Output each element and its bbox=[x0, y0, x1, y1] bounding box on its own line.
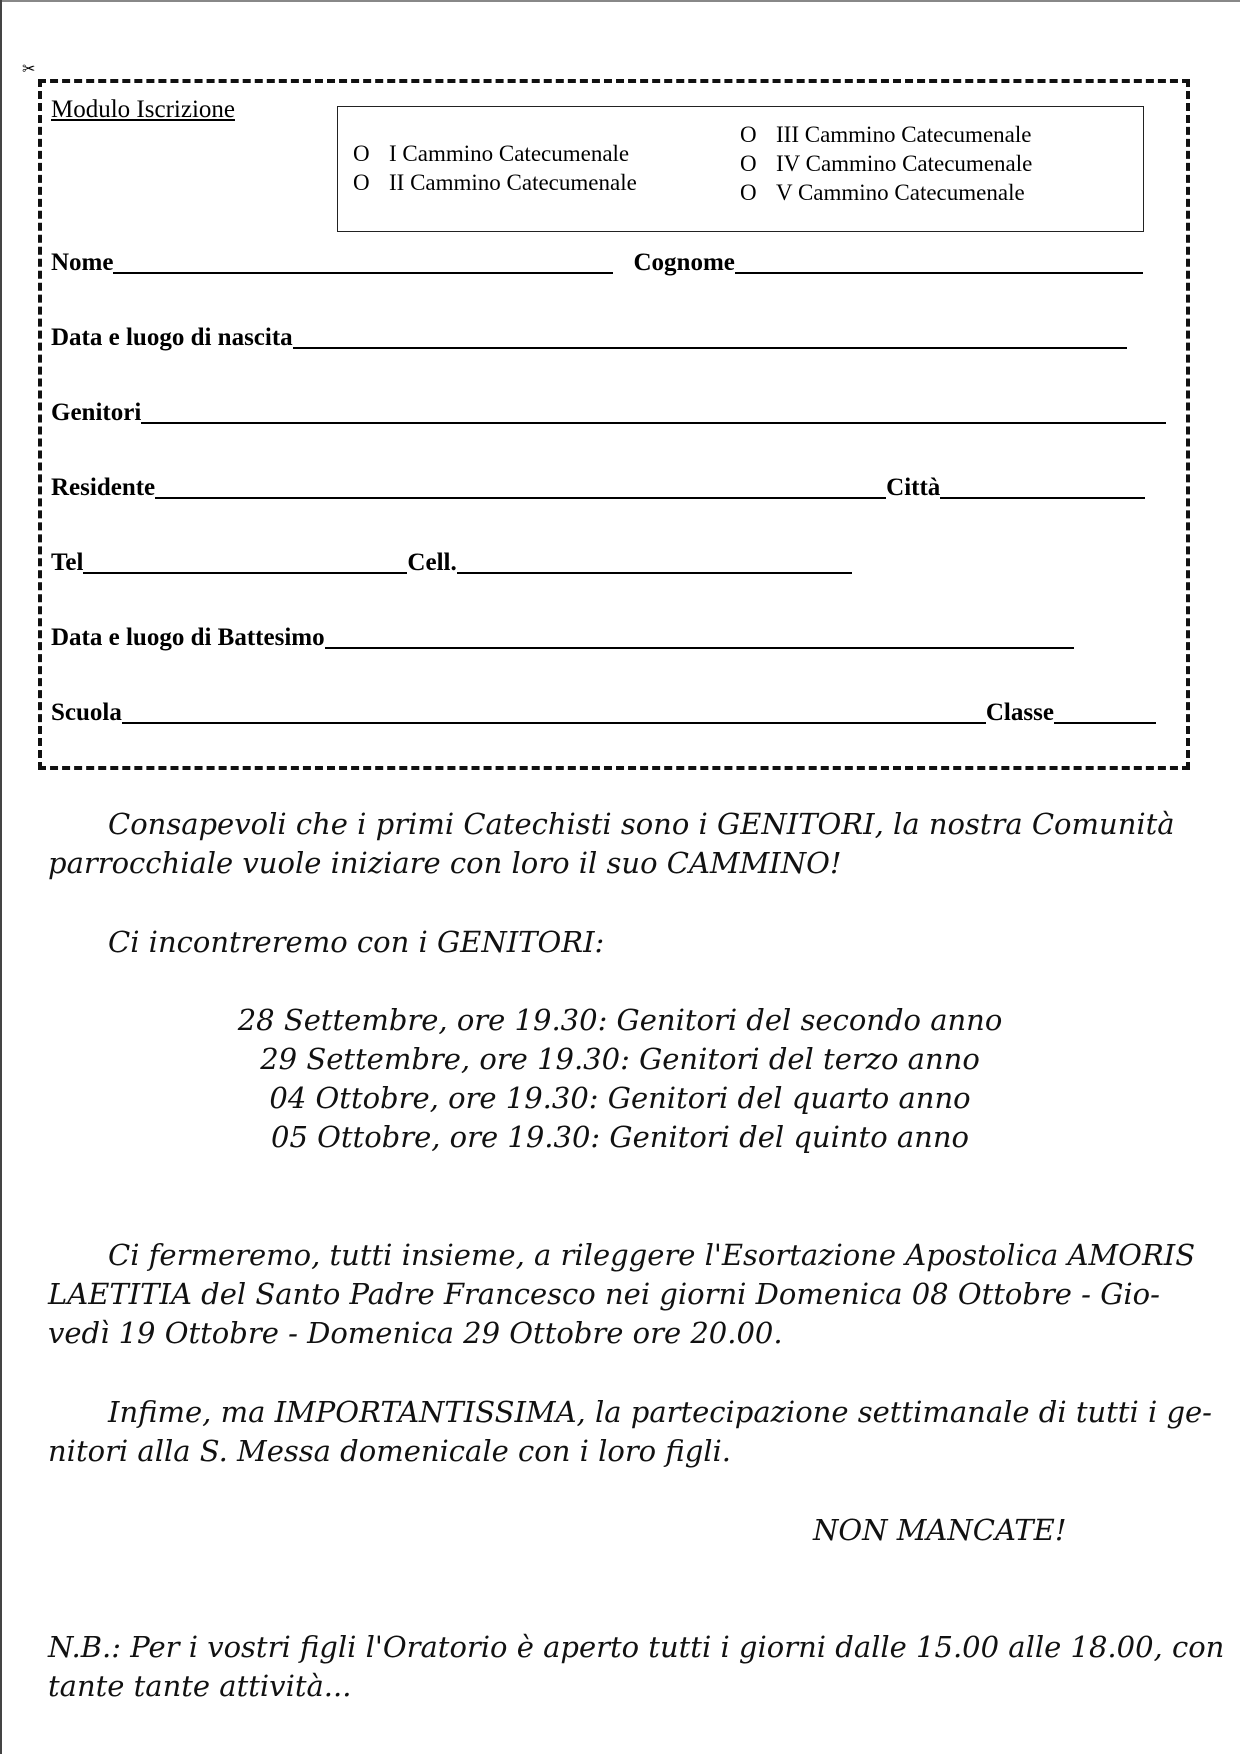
cell-label: Cell. bbox=[407, 549, 457, 576]
row-nome-cognome bbox=[51, 244, 1143, 278]
tel-label: Tel bbox=[51, 549, 84, 576]
scuola-label: Scuola bbox=[51, 699, 122, 726]
messa-line: nitori alla S. Messa domenicale con i loro figli. bbox=[48, 1434, 732, 1468]
option-cammino-1[interactable] bbox=[353, 139, 637, 168]
nascita-label: Data e luogo di nascita bbox=[51, 324, 293, 351]
classe-field[interactable] bbox=[1054, 698, 1156, 724]
form-title: Modulo Iscrizione bbox=[51, 96, 235, 123]
options-column-right bbox=[740, 120, 1032, 207]
checkbox-circle[interactable]: O bbox=[740, 180, 757, 205]
messa-paragraph bbox=[48, 1393, 1212, 1471]
scissors-icon: ✂ bbox=[22, 61, 36, 78]
row-residente bbox=[51, 469, 1145, 503]
residente-field[interactable] bbox=[155, 473, 886, 499]
option-label: III Cammino Catecumenale bbox=[776, 122, 1032, 147]
amoris-line: LAETITIA del Santo Padre Francesco nei giorni Domenica 08 Ottobre - Gio- bbox=[48, 1277, 1160, 1311]
checkbox-circle[interactable]: O bbox=[353, 170, 370, 195]
citta-field[interactable] bbox=[940, 473, 1145, 499]
option-cammino-5[interactable] bbox=[740, 178, 1032, 207]
battesimo-field[interactable] bbox=[325, 623, 1074, 649]
checkbox-circle[interactable]: O bbox=[740, 151, 757, 176]
amoris-line: vedì 19 Ottobre - Domenica 29 Ottobre ore 20.00. bbox=[48, 1316, 783, 1350]
nb-line: tante tante attività... bbox=[48, 1669, 352, 1703]
row-battesimo bbox=[51, 619, 1074, 653]
option-cammino-4[interactable] bbox=[740, 149, 1032, 178]
cognome-field[interactable] bbox=[735, 248, 1143, 274]
nome-label: Nome bbox=[51, 249, 114, 276]
option-label: V Cammino Catecumenale bbox=[776, 180, 1025, 205]
option-label: I Cammino Catecumenale bbox=[389, 141, 630, 166]
meeting-item: 29 Settembre, ore 19.30: Genitori del terzo anno bbox=[260, 1042, 980, 1076]
meeting-item: 28 Settembre, ore 19.30: Genitori del secondo anno bbox=[237, 1003, 1003, 1037]
option-label: II Cammino Catecumenale bbox=[389, 170, 637, 195]
meetings-list bbox=[0, 1001, 1240, 1157]
checkbox-circle[interactable]: O bbox=[740, 122, 757, 147]
course-options-box bbox=[337, 106, 1144, 232]
scuola-field[interactable] bbox=[122, 698, 986, 724]
option-cammino-2[interactable] bbox=[353, 168, 637, 197]
page-left-edge bbox=[0, 0, 2, 1754]
meet-heading: Ci incontreremo con i GENITORI: bbox=[108, 925, 605, 959]
meeting-item: 05 Ottobre, ore 19.30: Genitori del quinto anno bbox=[271, 1120, 969, 1154]
nome-field[interactable] bbox=[113, 248, 613, 274]
row-nascita bbox=[51, 319, 1127, 353]
tel-field[interactable] bbox=[83, 548, 407, 574]
citta-label: Città bbox=[886, 474, 941, 501]
cell-field[interactable] bbox=[457, 548, 852, 574]
amoris-paragraph bbox=[48, 1236, 1195, 1353]
intro-line: Consapevoli che i primi Catechisti sono i GENITORI, la nostra Comunità bbox=[108, 807, 1175, 841]
battesimo-label: Data e luogo di Battesimo bbox=[51, 624, 325, 651]
checkbox-circle[interactable]: O bbox=[353, 141, 370, 166]
genitori-label: Genitori bbox=[51, 399, 142, 426]
amoris-line: Ci fermeremo, tutti insieme, a rileggere l'Esortazione Apostolica AMORIS bbox=[108, 1238, 1196, 1272]
option-cammino-3[interactable] bbox=[740, 120, 1032, 149]
options-column-left bbox=[353, 139, 637, 197]
option-label: IV Cammino Catecumenale bbox=[776, 151, 1033, 176]
classe-label: Classe bbox=[985, 699, 1054, 726]
nb-paragraph bbox=[48, 1628, 1224, 1706]
page-top-edge bbox=[0, 0, 1240, 2]
messa-line: Infime, ma IMPORTANTISSIMA, la partecipazione settimanale di tutti i ge- bbox=[108, 1395, 1212, 1429]
nb-line: N.B.: Per i vostri figli l'Oratorio è aperto tutti i giorni dalle 15.00 alle 18.00, con bbox=[48, 1630, 1225, 1664]
residente-label: Residente bbox=[51, 474, 156, 501]
closing-text: NON MANCATE! bbox=[813, 1513, 1067, 1547]
intro-paragraph bbox=[48, 805, 1175, 883]
row-scuola bbox=[51, 694, 1156, 728]
row-genitori bbox=[51, 394, 1166, 428]
intro-line: parrocchiale vuole iniziare con loro il suo CAMMINO! bbox=[48, 846, 842, 880]
genitori-field[interactable] bbox=[141, 398, 1166, 424]
row-telefono bbox=[51, 544, 852, 578]
cognome-label: Cognome bbox=[633, 249, 735, 276]
meeting-item: 04 Ottobre, ore 19.30: Genitori del quarto anno bbox=[269, 1081, 971, 1115]
nascita-field[interactable] bbox=[293, 323, 1127, 349]
